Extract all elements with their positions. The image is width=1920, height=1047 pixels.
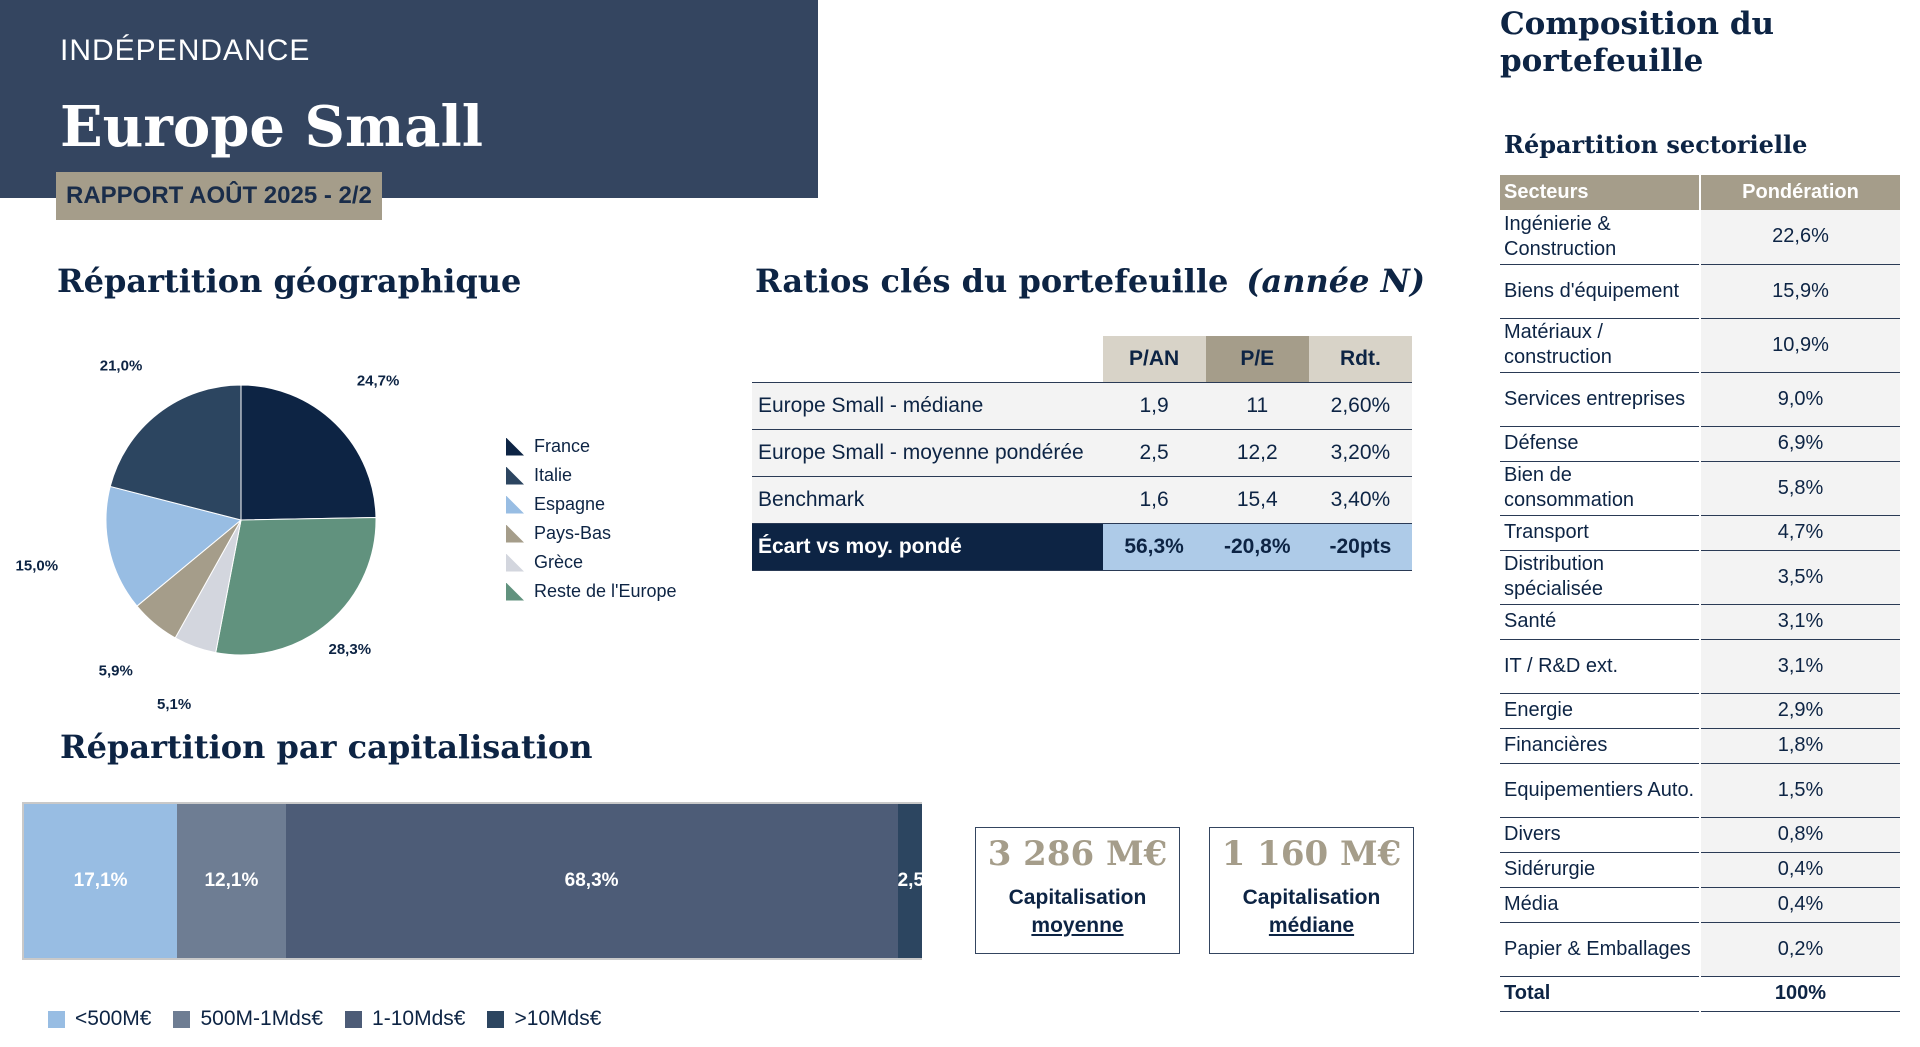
- cap-stacked-bar: [22, 802, 941, 960]
- sector-name: Papier & Emballages: [1500, 922, 1700, 976]
- sector-name: Financières: [1500, 728, 1700, 763]
- legend-swatch: [506, 496, 524, 514]
- ratios-cell: 11: [1206, 382, 1309, 429]
- legend-label: Reste de l'Europe: [534, 581, 677, 601]
- cap-section-title: Répartition par capitalisation: [60, 728, 593, 766]
- cap-legend-label: <500M€: [75, 1007, 152, 1030]
- ratios-cell: 2,5: [1103, 429, 1206, 476]
- sector-weight: 22,6%: [1700, 210, 1900, 264]
- sector-table: [1500, 175, 1900, 1012]
- sector-total-row: [1500, 976, 1900, 1011]
- ratios-cell: 15,4: [1206, 476, 1309, 523]
- sector-weight: 0,4%: [1700, 887, 1900, 922]
- legend-item: [506, 519, 677, 548]
- legend-label: Italie: [534, 465, 573, 485]
- sector-weight: 3,1%: [1700, 604, 1900, 639]
- ratios-row: [752, 476, 1412, 523]
- sector-name: Distribution spécialisée: [1500, 550, 1700, 604]
- sector-row: [1500, 817, 1900, 852]
- sector-name: Energie: [1500, 693, 1700, 728]
- ratios-cell: -20pts: [1309, 523, 1412, 570]
- pie-slice: [241, 385, 376, 520]
- sector-name: Sidérurgie: [1500, 852, 1700, 887]
- legend-label: Grèce: [534, 552, 584, 572]
- sector-weight: 0,4%: [1700, 852, 1900, 887]
- kpi-median-cap: [1209, 827, 1414, 954]
- sector-row: [1500, 372, 1900, 426]
- fund-family: INDÉPENDANCE: [60, 34, 311, 67]
- pie-data-label: 28,3%: [328, 641, 372, 659]
- cap-legend: [48, 1007, 623, 1031]
- sector-name: Divers: [1500, 817, 1700, 852]
- kpi-mean-cap: [975, 827, 1180, 954]
- cap-legend-swatch: [345, 1011, 362, 1028]
- cap-legend-swatch: [48, 1011, 65, 1028]
- legend-label: France: [534, 436, 591, 456]
- sector-name: Ingénierie & Construction: [1500, 210, 1700, 264]
- pie-data-label: 24,7%: [356, 372, 400, 390]
- sector-header-weight: Pondération: [1700, 175, 1900, 210]
- sector-weight: 2,9%: [1700, 693, 1900, 728]
- legend-item: [506, 548, 677, 577]
- ratios-cell: 1,9: [1103, 382, 1206, 429]
- ratios-row: [752, 382, 1412, 429]
- kpi-mean-value: 3 286 M€: [987, 834, 1168, 874]
- sector-row: [1500, 763, 1900, 817]
- ratios-table: [752, 336, 1412, 571]
- cap-legend-item: [173, 1007, 323, 1031]
- sector-row: [1500, 264, 1900, 318]
- ratios-row: [752, 429, 1412, 476]
- ratios-title-suffix: (année N): [1246, 262, 1426, 300]
- sector-header-row: [1500, 175, 1900, 210]
- fund-name: Europe Small: [60, 94, 484, 160]
- cap-bar-segment: 68,3%: [286, 804, 898, 958]
- sector-name: Bien de consommation: [1500, 461, 1700, 515]
- sector-name: IT / R&D ext.: [1500, 639, 1700, 693]
- sector-weight: 1,8%: [1700, 728, 1900, 763]
- ratios-row-label: Benchmark: [752, 476, 1103, 523]
- legend-label: Pays-Bas: [534, 523, 612, 543]
- legend-swatch: [506, 438, 524, 456]
- sector-header-name: Secteurs: [1500, 175, 1700, 210]
- ratios-title-text: Ratios clés du portefeuille: [755, 262, 1229, 300]
- sector-row: [1500, 550, 1900, 604]
- sector-weight: 9,0%: [1700, 372, 1900, 426]
- sector-weight: 15,9%: [1700, 264, 1900, 318]
- sector-weight: 1,5%: [1700, 763, 1900, 817]
- pie-data-label: 5,9%: [98, 662, 133, 680]
- ratios-cell: 12,2: [1206, 429, 1309, 476]
- ratios-row-label: Écart vs moy. pondé: [752, 523, 1103, 570]
- sector-row: [1500, 693, 1900, 728]
- sector-name: Transport: [1500, 515, 1700, 550]
- cap-legend-item: [48, 1007, 151, 1031]
- cap-bar-segment: 17,1%: [24, 804, 177, 958]
- sector-weight: 3,1%: [1700, 639, 1900, 693]
- sector-weight: 0,2%: [1700, 922, 1900, 976]
- header-banner: [0, 0, 818, 198]
- ratios-cell: 2,60%: [1309, 382, 1412, 429]
- sector-row: [1500, 604, 1900, 639]
- legend-swatch: [506, 467, 524, 485]
- kpi-median-label-line1: Capitalisation: [1242, 886, 1381, 909]
- sector-name: Services entreprises: [1500, 372, 1700, 426]
- ratios-row-gap: [752, 523, 1412, 570]
- sector-row: [1500, 461, 1900, 515]
- ratios-row-label: Europe Small - médiane: [752, 382, 1103, 429]
- pie-data-label: 5,1%: [157, 695, 192, 713]
- geo-section-title: Répartition géographique: [57, 262, 522, 300]
- sector-row: [1500, 887, 1900, 922]
- kpi-mean-label-line1: Capitalisation: [1008, 886, 1147, 909]
- geo-legend: [506, 432, 677, 606]
- ratios-header-row: [752, 336, 1412, 382]
- legend-swatch: [506, 525, 524, 543]
- sector-body: [1500, 210, 1900, 1011]
- ratios-cell: 3,40%: [1309, 476, 1412, 523]
- legend-item: [506, 577, 677, 606]
- sector-row: [1500, 852, 1900, 887]
- sector-row: [1500, 639, 1900, 693]
- ratios-section-title: [755, 262, 1425, 300]
- geo-pie-chart: [0, 340, 470, 713]
- kpi-median-value: 1 160 M€: [1221, 834, 1402, 874]
- cap-legend-item: [345, 1007, 465, 1031]
- sector-name: Santé: [1500, 604, 1700, 639]
- cap-legend-label: >10Mds€: [514, 1007, 602, 1030]
- sector-name: Média: [1500, 887, 1700, 922]
- sector-row: [1500, 922, 1900, 976]
- ratios-header-pe: P/E: [1206, 336, 1309, 382]
- sector-weight: 5,8%: [1700, 461, 1900, 515]
- legend-item: [506, 461, 677, 490]
- sector-row: [1500, 728, 1900, 763]
- cap-legend-item: [487, 1007, 601, 1031]
- pie-slice: [216, 517, 376, 655]
- sector-section-title: Répartition sectorielle: [1504, 130, 1808, 159]
- ratios-cell: 3,20%: [1309, 429, 1412, 476]
- cap-legend-label: 1-10Mds€: [372, 1007, 466, 1030]
- cap-bar-segment: 2,5%: [898, 804, 922, 958]
- kpi-mean-label-line2: moyenne: [1031, 914, 1124, 937]
- cap-legend-swatch: [173, 1011, 190, 1028]
- sector-total-value: 100%: [1700, 976, 1900, 1011]
- cap-bar-segment: 12,1%: [177, 804, 285, 958]
- ratios-cell: 56,3%: [1103, 523, 1206, 570]
- sector-row: [1500, 318, 1900, 372]
- sector-name: Equipementiers Auto.: [1500, 763, 1700, 817]
- sector-weight: 3,5%: [1700, 550, 1900, 604]
- pie-data-label: 15,0%: [15, 557, 59, 575]
- legend-item: [506, 432, 677, 461]
- kpi-median-label-line2: médiane: [1268, 914, 1355, 937]
- ratios-row-label: Europe Small - moyenne pondérée: [752, 429, 1103, 476]
- report-badge: RAPPORT AOÛT 2025 - 2/2: [56, 172, 382, 220]
- sector-row: [1500, 515, 1900, 550]
- ratios-cell: -20,8%: [1206, 523, 1309, 570]
- legend-item: [506, 490, 677, 519]
- sector-weight: 4,7%: [1700, 515, 1900, 550]
- sector-total-label: Total: [1500, 976, 1700, 1011]
- sector-row: [1500, 426, 1900, 461]
- legend-swatch: [506, 554, 524, 572]
- pie-data-label: 21,0%: [99, 357, 143, 375]
- sector-row: [1500, 210, 1900, 264]
- sector-weight: 6,9%: [1700, 426, 1900, 461]
- legend-label: Espagne: [534, 494, 606, 514]
- sector-name: Biens d'équipement: [1500, 264, 1700, 318]
- ratios-cell: 1,6: [1103, 476, 1206, 523]
- cap-legend-label: 500M-1Mds€: [200, 1007, 324, 1030]
- sector-weight: 10,9%: [1700, 318, 1900, 372]
- composition-title: Composition du portefeuille: [1500, 6, 1775, 79]
- ratios-header-rdt: Rdt.: [1309, 336, 1412, 382]
- cap-legend-swatch: [487, 1011, 504, 1028]
- legend-swatch: [506, 583, 524, 601]
- kpi-mean-label: [976, 884, 1179, 940]
- sector-name: Défense: [1500, 426, 1700, 461]
- sector-weight: 0,8%: [1700, 817, 1900, 852]
- ratios-header-pan: P/AN: [1103, 336, 1206, 382]
- ratios-header-blank: [752, 336, 1103, 382]
- kpi-median-label: [1210, 884, 1413, 940]
- sector-name: Matériaux / construction: [1500, 318, 1700, 372]
